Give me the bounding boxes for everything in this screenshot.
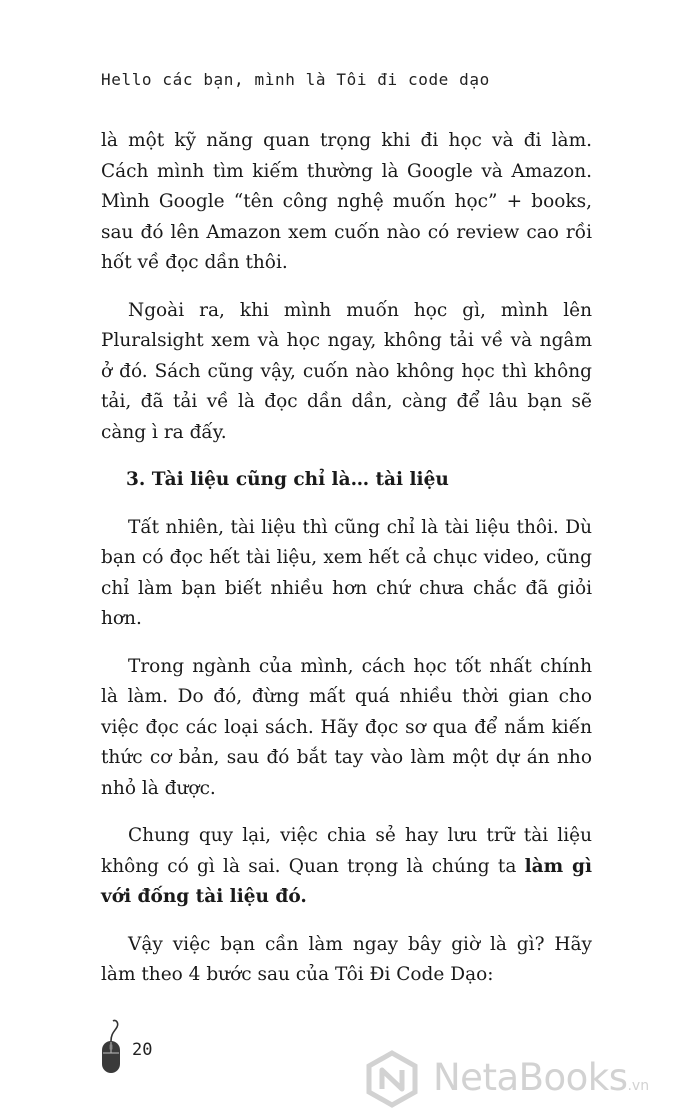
paragraph-3: Tất nhiên, tài liệu thì cũng chỉ là tài liệu thôi. Dù bạn có đọc hết tài liệu, xem hết cả chục video, cũng chỉ làm bạn biết nhiều hơn chứ chưa chắc đã giỏi hơn. [101,516,592,629]
section-heading: 3. Tài liệu cũng chỉ là… tài liệu [126,469,449,490]
watermark [363,1050,683,1110]
paragraph-5 [101,821,592,913]
paragraph-4: Trong ngành của mình, cách học tốt nhất chính là làm. Do đó, đừng mất quá nhiều thời gian cho việc đọc các loại sách. Hãy đọc sơ qua để nắm kiến thức cơ bản, sau đó bắt tay vào làm một dự án nho nhỏ là được. [101,655,592,799]
watermark-text [433,1056,649,1099]
paragraph-6: Vậy việc bạn cần làm ngay bây giờ là gì? Hãy làm theo 4 bước sau của Tôi Đi Code Dạo: [101,933,592,985]
paragraph-5-text: Chung quy lại, việc chia sẻ hay lưu trữ tài liệu không có gì là sai. Quan trọng là chúng ta [101,825,592,877]
netabooks-logo-icon [363,1050,421,1108]
paragraph-1: là một kỹ năng quan trọng khi đi học và đi làm. Cách mình tìm kiếm thường là Google và Amazon. Mình Google “tên công nghệ muốn học” + books, sau đó lên Amazon xem cuốn nào có review cao rồi hốt về đọc dần thôi. [101,130,592,273]
running-header: Hello các bạn, mình là Tôi đi code dạo [101,70,490,89]
paragraph-2: Ngoài ra, khi mình muốn học gì, mình lên Pluralsight xem và học ngay, không tải về và ngâm ở đó. Sách cũng vậy, cuốn nào không học thì không tải, đã tải về là đọc dần dần, càng để lâu bạn sẽ càng ì ra đấy. [101,299,592,443]
computer-mouse-icon [100,1015,122,1075]
page-number: 20 [132,1040,153,1060]
paragraph-5-emphasis: làm gì với đống tài liệu đó. [101,855,592,907]
watermark-brand: NetaBooks [433,1056,628,1099]
watermark-suffix: .vn [627,1078,650,1094]
body-text [101,126,592,1008]
